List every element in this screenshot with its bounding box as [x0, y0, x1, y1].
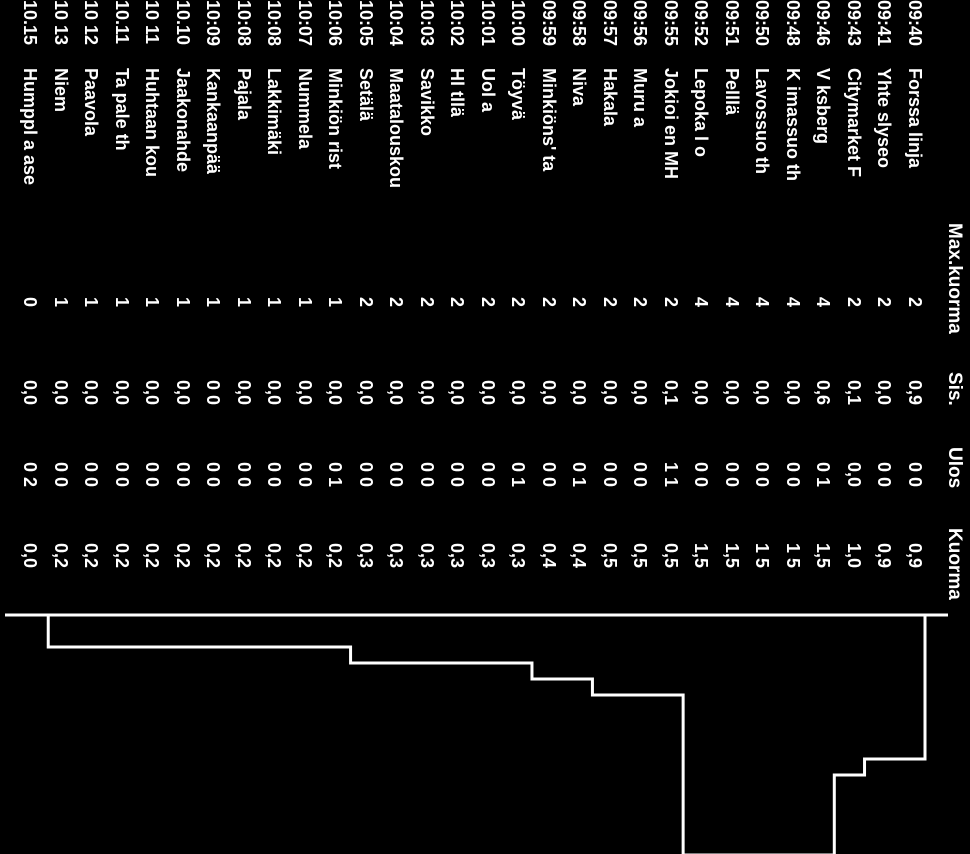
alighting-value: 0 0	[783, 461, 803, 487]
stop-time: 10:03	[417, 0, 437, 47]
boarding-value: 0,0	[295, 379, 315, 405]
boarding-value: 0,0	[722, 379, 742, 405]
stop-time: 09:51	[722, 0, 742, 47]
alighting-value: 0 0	[386, 461, 407, 487]
boarding-value: 0,0	[478, 379, 498, 405]
stop-time: 10:06	[325, 0, 346, 47]
max-load-value: 1	[112, 296, 132, 307]
boarding-value: 0,0	[112, 379, 132, 405]
load-step-line	[18, 615, 925, 854]
stop-time: 09:48	[783, 0, 803, 47]
boarding-value: 0,0	[325, 379, 346, 405]
load-value: 0,2	[112, 542, 132, 568]
stop-time: 09:43	[844, 0, 864, 47]
max-load-value: 2	[569, 296, 590, 307]
alighting-value: 0 0	[478, 461, 498, 487]
stop-name: Hakala	[600, 68, 620, 127]
load-value: 0,2	[325, 542, 346, 568]
stop-name: Jokioi en MH	[661, 68, 681, 180]
boarding-value: 0,6	[813, 379, 834, 405]
load-value: 1 5	[752, 542, 773, 568]
stop-name: Nummela	[295, 68, 315, 150]
load-value: 0,9	[874, 542, 895, 568]
boarding-value: 0,0	[874, 379, 895, 405]
max-load-value: 1	[142, 296, 163, 307]
load-value: 0,3	[478, 542, 498, 568]
alighting-value: 0 0	[112, 461, 132, 487]
max-load-value: 1	[81, 296, 102, 307]
alighting-value: 0,0	[844, 461, 864, 487]
max-load-value: 1	[264, 296, 285, 307]
max-load-value: 2	[661, 296, 681, 307]
boarding-value: 0,9	[905, 379, 925, 405]
max-load-value: 4	[691, 296, 712, 307]
boarding-value: 0,0	[447, 379, 468, 405]
alighting-value: 0 0	[722, 461, 742, 487]
alighting-value: 0 1	[813, 461, 834, 487]
alighting-value: 0 0	[691, 461, 712, 487]
load-value: 0,5	[600, 542, 620, 568]
stop-name: Setälä	[356, 68, 376, 122]
alighting-value: 0 1	[508, 461, 529, 487]
max-load-value: 2	[386, 296, 407, 307]
stop-time: 10:00	[508, 0, 529, 47]
stop-time: 09:58	[569, 0, 590, 47]
alighting-value: 1 1	[661, 461, 681, 487]
stop-time: 10:07	[295, 0, 315, 47]
max-load-value: 1	[203, 296, 224, 307]
stop-name: Uol a	[478, 68, 498, 113]
max-load-value: 2	[356, 296, 376, 307]
stop-time: 10 12	[81, 0, 102, 46]
load-value: 0,5	[630, 542, 651, 568]
max-load-value: 2	[874, 296, 895, 307]
max-load-value: 4	[813, 296, 834, 307]
stop-name: Ta pale th	[112, 68, 132, 151]
boarding-value: 0,0	[51, 379, 71, 405]
alighting-value: 0 0	[356, 461, 376, 487]
boarding-value: 0,0	[20, 379, 41, 405]
alighting-value: 0 1	[569, 461, 590, 487]
boarding-value: 0,0	[142, 379, 163, 405]
alighting-value: 0 0	[447, 461, 468, 487]
load-value: 0,3	[508, 542, 529, 568]
max-load-value: 2	[539, 296, 559, 307]
alighting-value: 0 0	[874, 461, 895, 487]
boarding-value: 0,0	[264, 379, 285, 405]
max-load-value: 1	[295, 296, 315, 307]
stop-name: Niem	[51, 68, 71, 113]
load-value: 0,4	[569, 542, 590, 568]
boarding-value: 0,0	[508, 379, 529, 405]
load-value: 0,3	[356, 542, 376, 568]
stop-time: 09:57	[600, 0, 620, 47]
stop-time: 10.11	[112, 0, 132, 45]
stop-name: Lavossuo th	[752, 68, 773, 175]
alighting-value: 0 0	[600, 461, 620, 487]
load-value: 0,2	[264, 542, 285, 568]
max-load-value: 4	[722, 296, 742, 307]
stop-name: Huhtaan kou	[142, 68, 163, 178]
stop-name: Humppl a ase	[20, 68, 41, 186]
max-load-header: Max.kuorma	[944, 223, 965, 334]
stop-name: Minkiöns' ta	[539, 68, 559, 172]
stop-time: 10 11	[142, 0, 163, 45]
stop-name: Pajala	[234, 68, 254, 121]
stop-name: Töyvä	[508, 68, 529, 121]
max-load-value: 1	[51, 296, 71, 307]
boarding-value: 0,0	[81, 379, 102, 405]
load-value: 0,2	[234, 542, 254, 568]
stop-time: 10:09	[203, 0, 224, 47]
alighting-value: 0 0	[752, 461, 773, 487]
load-value: 0,0	[20, 542, 41, 568]
stop-name: Forssa linja	[905, 68, 925, 169]
alighting-value: 0 0	[539, 461, 559, 487]
stop-time: 10 13	[51, 0, 71, 46]
stop-name: Paavola	[81, 68, 102, 137]
stop-name: Maatalouskou	[386, 68, 407, 189]
alighting-value: 0 0	[417, 461, 437, 487]
max-load-value: 2	[905, 296, 925, 307]
stop-time: 10.10	[173, 0, 193, 46]
load-value: 0,2	[81, 542, 102, 568]
alighting-value: 0 0	[51, 461, 71, 487]
boarding-value: 0,0	[386, 379, 407, 405]
load-value: 0,2	[295, 542, 315, 568]
boarding-value: 0,0	[356, 379, 376, 405]
max-load-value: 2	[447, 296, 468, 307]
alighting-header: Ulos	[944, 447, 965, 489]
stop-name: Hl tllä	[447, 68, 468, 118]
stop-time: 09:46	[813, 0, 834, 47]
boarding-value: 0,0	[783, 379, 803, 405]
load-value: 0,2	[203, 542, 224, 568]
load-value: 1,5	[813, 542, 834, 568]
stop-time: 10:08	[234, 0, 254, 47]
load-value: 0,5	[661, 542, 681, 568]
load-value: 0,2	[51, 542, 71, 568]
stop-name: Niva	[569, 68, 590, 107]
stop-name: Pelllä	[722, 68, 742, 116]
alighting-value: 0 0	[630, 461, 651, 487]
load-value: 0,3	[417, 542, 437, 568]
max-load-value: 4	[752, 296, 773, 307]
boarding-value: 0,0	[417, 379, 437, 405]
stop-name: Kankaanpää	[203, 68, 224, 175]
max-load-value: 2	[630, 296, 651, 307]
load-value: 0,2	[142, 542, 163, 568]
stop-name: Minkiön rist	[325, 68, 346, 170]
stop-name: K imassuo th	[783, 68, 803, 182]
stop-time: 10:08	[264, 0, 285, 47]
boarding-value: 0,0	[630, 379, 651, 405]
alighting-value: 0 0	[905, 461, 925, 487]
max-load-value: 2	[478, 296, 498, 307]
load-header: Kuorma	[944, 528, 965, 600]
stop-name: Yhte slyseo	[874, 68, 895, 169]
load-value: 0,2	[173, 542, 193, 568]
load-value: 0,3	[386, 542, 407, 568]
boarding-value: 0,0	[691, 379, 712, 405]
stop-name: V ksberg	[813, 68, 834, 145]
stop-name: Lakkimäki	[264, 68, 285, 156]
stop-name: Jaakonahde	[173, 68, 193, 173]
stop-time: 09:40	[905, 0, 925, 47]
alighting-value: 0 0	[81, 461, 102, 487]
alighting-value: 0 2	[20, 461, 41, 487]
alighting-value: 0 0	[203, 461, 224, 487]
max-load-value: 2	[600, 296, 620, 307]
max-load-value: 1	[234, 296, 254, 307]
load-value: 0,3	[447, 542, 468, 568]
max-load-value: 1	[325, 296, 346, 307]
max-load-value: 2	[844, 296, 864, 307]
load-profile-chart	[0, 600, 970, 854]
stop-time: 10.15	[20, 0, 41, 46]
stop-time: 10:02	[447, 0, 468, 47]
load-value: 1,5	[722, 542, 742, 568]
stop-time: 10:01	[478, 0, 498, 47]
boarding-value: 0,0	[600, 379, 620, 405]
stop-time: 09:41	[874, 0, 895, 47]
boarding-value: 0 0	[203, 379, 224, 405]
alighting-value: 0 0	[264, 461, 285, 487]
alighting-value: 0 0	[234, 461, 254, 487]
load-value: 1 5	[783, 542, 803, 568]
max-load-value: 1	[173, 296, 193, 307]
max-load-value: 4	[783, 296, 803, 307]
boarding-value: 0,0	[569, 379, 590, 405]
max-load-value: 2	[508, 296, 529, 307]
load-value: 0,9	[905, 542, 925, 568]
stop-time: 09:50	[752, 0, 773, 47]
stop-time: 09:59	[539, 0, 559, 47]
max-load-value: 0	[20, 296, 41, 307]
stop-time: 10:04	[386, 0, 407, 47]
boarding-value: 0,0	[173, 379, 193, 405]
stop-name: Muru a	[630, 68, 651, 128]
stop-name: Savikko	[417, 68, 437, 137]
alighting-value: 0 0	[295, 461, 315, 487]
stop-time: 10:05	[356, 0, 376, 47]
stop-name: Citymarket F	[844, 68, 864, 178]
alighting-value: 0 0	[173, 461, 193, 487]
boarding-value: 0,1	[844, 379, 864, 405]
load-value: 0,4	[539, 542, 559, 568]
max-load-value: 2	[417, 296, 437, 307]
stop-time: 09:56	[630, 0, 651, 47]
boarding-value: 0,0	[752, 379, 773, 405]
alighting-value: 0 1	[325, 461, 346, 487]
boarding-value: 0,0	[234, 379, 254, 405]
stop-name: Lepoka l o	[691, 68, 712, 158]
alighting-value: 0 0	[142, 461, 163, 487]
load-value: 1,5	[691, 542, 712, 568]
boarding-header: Sis.	[944, 372, 965, 406]
stop-time: 09:52	[691, 0, 712, 47]
boarding-value: 0,1	[661, 379, 681, 405]
load-value: 1,0	[844, 542, 864, 568]
boarding-value: 0,0	[539, 379, 559, 405]
stop-time: 09:55	[661, 0, 681, 47]
